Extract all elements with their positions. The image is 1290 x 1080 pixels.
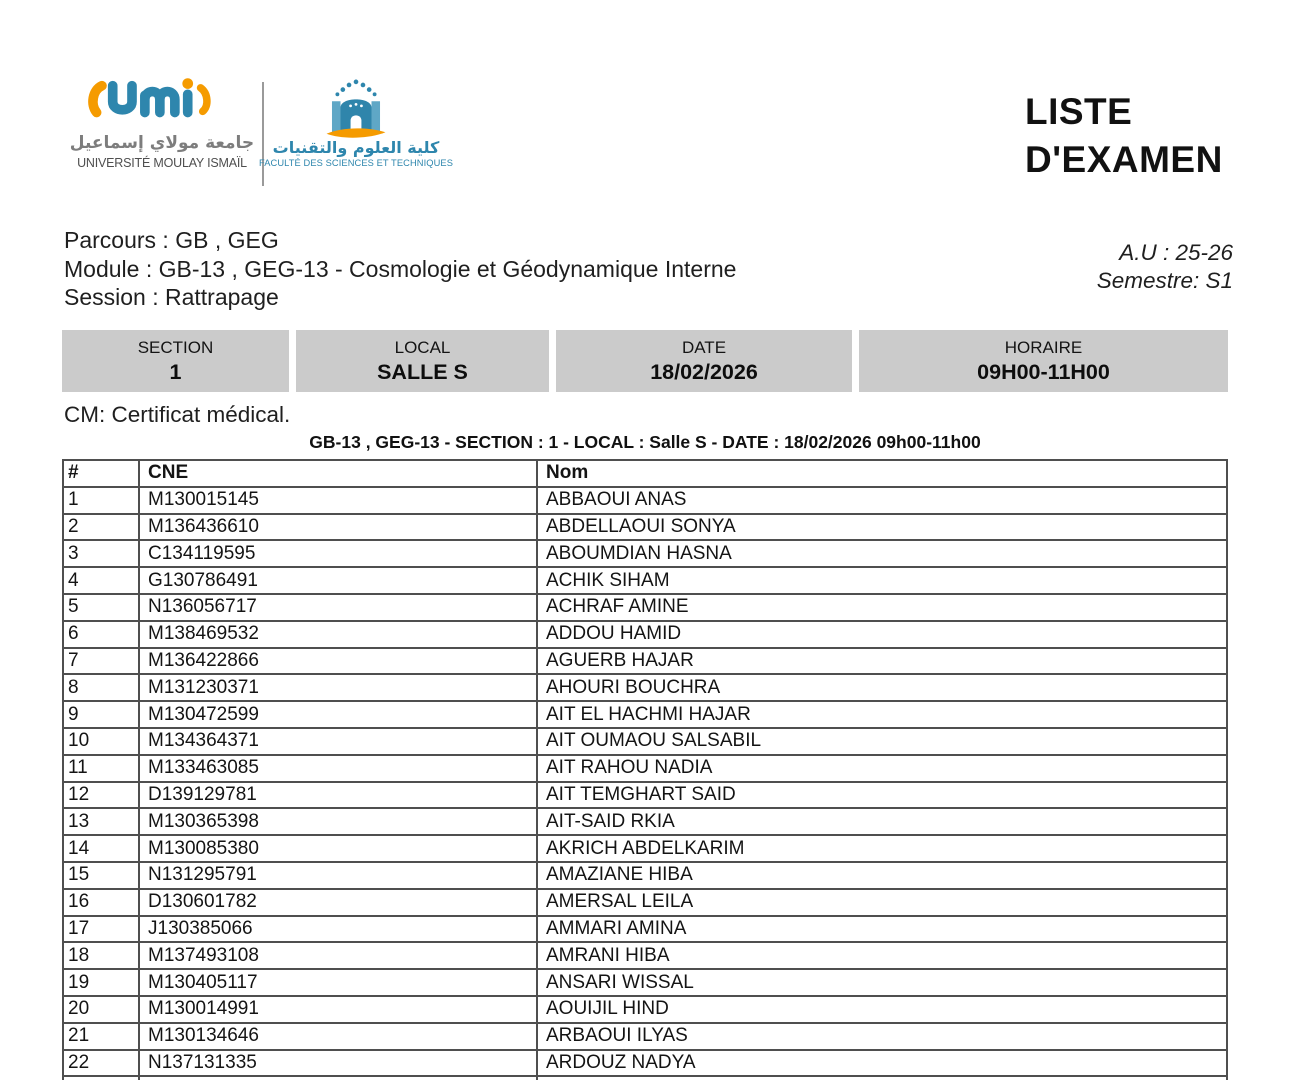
empty-cell — [537, 1076, 1227, 1080]
table-row — [63, 648, 1227, 675]
name-cell: AMERSAL LEILA — [537, 889, 1227, 916]
table-row — [63, 514, 1227, 541]
name-cell: ARDOUZ NADYA — [537, 1050, 1227, 1077]
student-table — [62, 459, 1228, 1080]
cne-cell: M130085380 — [139, 835, 537, 862]
row-index-cell: 2 — [63, 514, 139, 541]
module-line: Module : GB-13 , GEG-13 - Cosmologie et Géodynamique Interne — [64, 255, 737, 282]
umi-latin-name: UNIVERSITÉ MOULAY ISMAÏL — [77, 156, 247, 170]
cne-cell: N131295791 — [139, 862, 537, 889]
section-label: SECTION — [137, 338, 214, 357]
fst-building-icon — [317, 78, 395, 140]
name-cell: AKRICH ABDELKARIM — [537, 835, 1227, 862]
table-row — [63, 862, 1227, 889]
session-line: Session : Rattrapage — [64, 284, 279, 310]
table-row — [63, 808, 1227, 835]
cne-cell: C134119595 — [139, 540, 537, 567]
title-line-1: LISTE — [1025, 91, 1133, 132]
table-row — [63, 594, 1227, 621]
row-index-cell: 17 — [63, 916, 139, 943]
umi-wordmark-icon — [87, 78, 237, 132]
col-header-nom: Nom — [537, 460, 1227, 487]
cne-cell: N137131335 — [139, 1050, 537, 1077]
row-index-cell: 21 — [63, 1023, 139, 1050]
name-cell: ABOUMDIAN HASNA — [537, 540, 1227, 567]
umi-logo — [64, 78, 260, 192]
fst-logo — [258, 78, 454, 192]
date-value: 18/02/2026 — [650, 360, 758, 384]
name-cell: ACHRAF AMINE — [537, 594, 1227, 621]
student-table-body — [63, 487, 1227, 1080]
header-row — [63, 460, 1227, 487]
name-cell: ANSARI WISSAL — [537, 969, 1227, 996]
row-index-cell: 11 — [63, 755, 139, 782]
name-cell: AIT EL HACHMI HAJAR — [537, 701, 1227, 728]
title-line-2: D'EXAMEN — [1025, 139, 1223, 180]
table-row — [63, 889, 1227, 916]
exam-meta — [64, 226, 736, 312]
row-index-cell: 10 — [63, 728, 139, 755]
session-cell-section — [62, 330, 289, 392]
student-table-head — [63, 460, 1227, 487]
cne-cell: M130015145 — [139, 487, 537, 514]
cne-cell: M133463085 — [139, 755, 537, 782]
fst-arabic-name: كلية العلوم والتقنيات — [272, 138, 440, 157]
table-row — [63, 728, 1227, 755]
cne-cell: N136056717 — [139, 594, 537, 621]
table-row — [63, 916, 1227, 943]
cne-cell: D139129781 — [139, 782, 537, 809]
session-cell-date — [556, 330, 852, 392]
col-header-cne: CNE — [139, 460, 537, 487]
cne-cell: J130385066 — [139, 916, 537, 943]
row-index-cell: 20 — [63, 996, 139, 1023]
name-cell: AIT OUMAOU SALSABIL — [537, 728, 1227, 755]
row-index-cell: 7 — [63, 648, 139, 675]
cne-cell: M136422866 — [139, 648, 537, 675]
cne-cell: M130405117 — [139, 969, 537, 996]
table-row — [63, 621, 1227, 648]
cne-cell: M130134646 — [139, 1023, 537, 1050]
table-row — [63, 540, 1227, 567]
table-row — [63, 1023, 1227, 1050]
name-cell: AMAZIANE HIBA — [537, 862, 1227, 889]
session-cell-horaire — [859, 330, 1228, 392]
name-cell: AIT-SAID RKIA — [537, 808, 1227, 835]
name-cell: ABDELLAOUI SONYA — [537, 514, 1227, 541]
local-label: LOCAL — [394, 338, 451, 357]
university-logos — [64, 78, 454, 192]
name-cell: AOUIJIL HIND — [537, 996, 1227, 1023]
row-index-cell: 22 — [63, 1050, 139, 1077]
row-index-cell: 15 — [63, 862, 139, 889]
table-row — [63, 487, 1227, 514]
name-cell: AGUERB HAJAR — [537, 648, 1227, 675]
cne-cell: M137493108 — [139, 942, 537, 969]
cne-cell: G130786491 — [139, 567, 537, 594]
row-index-cell: 14 — [63, 835, 139, 862]
table-row — [63, 996, 1227, 1023]
row-index-cell: 8 — [63, 674, 139, 701]
table-row — [63, 942, 1227, 969]
year-meta — [1097, 239, 1233, 295]
cm-note: CM: Certificat médical. — [64, 402, 291, 427]
cne-cell: M131230371 — [139, 674, 537, 701]
cne-cell: M130472599 — [139, 701, 537, 728]
table-row-clipped — [63, 1076, 1227, 1080]
name-cell: ADDOU HAMID — [537, 621, 1227, 648]
row-index-cell: 9 — [63, 701, 139, 728]
empty-cell — [63, 1076, 139, 1080]
page-title — [1025, 88, 1223, 184]
cne-cell: M138469532 — [139, 621, 537, 648]
session-cell-local — [296, 330, 549, 392]
row-index-cell: 13 — [63, 808, 139, 835]
cne-cell: M130014991 — [139, 996, 537, 1023]
table-row — [63, 755, 1227, 782]
table-row — [63, 782, 1227, 809]
cne-cell: M130365398 — [139, 808, 537, 835]
parcours-line: Parcours : GB , GEG — [64, 227, 279, 253]
cne-cell: M134364371 — [139, 728, 537, 755]
name-cell: ABBAOUI ANAS — [537, 487, 1227, 514]
row-index-cell: 4 — [63, 567, 139, 594]
local-value: SALLE S — [377, 360, 468, 384]
row-index-cell: 19 — [63, 969, 139, 996]
horaire-value: 09H00-11H00 — [977, 360, 1110, 384]
row-index-cell: 5 — [63, 594, 139, 621]
name-cell: AHOURI BOUCHRA — [537, 674, 1227, 701]
cne-cell: D130601782 — [139, 889, 537, 916]
date-label: DATE — [681, 338, 727, 357]
table-row — [63, 567, 1227, 594]
table-row — [63, 1050, 1227, 1077]
empty-cell — [139, 1076, 537, 1080]
row-index-cell: 16 — [63, 889, 139, 916]
name-cell: AIT TEMGHART SAID — [537, 782, 1227, 809]
row-index-cell: 3 — [63, 540, 139, 567]
session-info-bar — [62, 330, 1228, 392]
row-index-cell: 18 — [63, 942, 139, 969]
horaire-label: HORAIRE — [1004, 338, 1083, 357]
name-cell: AIT RAHOU NADIA — [537, 755, 1227, 782]
table-row — [63, 701, 1227, 728]
fst-latin-name: FACULTÉ DES SCIENCES ET TECHNIQUES — [258, 158, 454, 168]
row-index-cell: 6 — [63, 621, 139, 648]
cne-cell: M136436610 — [139, 514, 537, 541]
name-cell: AMMARI AMINA — [537, 916, 1227, 943]
col-header-index: # — [63, 460, 139, 487]
logo-divider — [262, 82, 264, 186]
row-index-cell: 12 — [63, 782, 139, 809]
row-index-cell: 1 — [63, 487, 139, 514]
semestre: Semestre: S1 — [1096, 268, 1233, 293]
name-cell: ACHIK SIHAM — [537, 567, 1227, 594]
umi-arabic-name: جامعة مولاي إسماعيل — [69, 133, 255, 153]
section-value: 1 — [169, 360, 182, 384]
table-row — [63, 969, 1227, 996]
annee-universitaire: A.U : 25-26 — [1119, 240, 1233, 265]
list-subtitle: GB-13 , GEG-13 - SECTION : 1 - LOCAL : Salle S - DATE : 18/02/2026 09h00-11h00 — [309, 432, 981, 452]
table-row — [63, 835, 1227, 862]
table-row — [63, 674, 1227, 701]
name-cell: AMRANI HIBA — [537, 942, 1227, 969]
name-cell: ARBAOUI ILYAS — [537, 1023, 1227, 1050]
